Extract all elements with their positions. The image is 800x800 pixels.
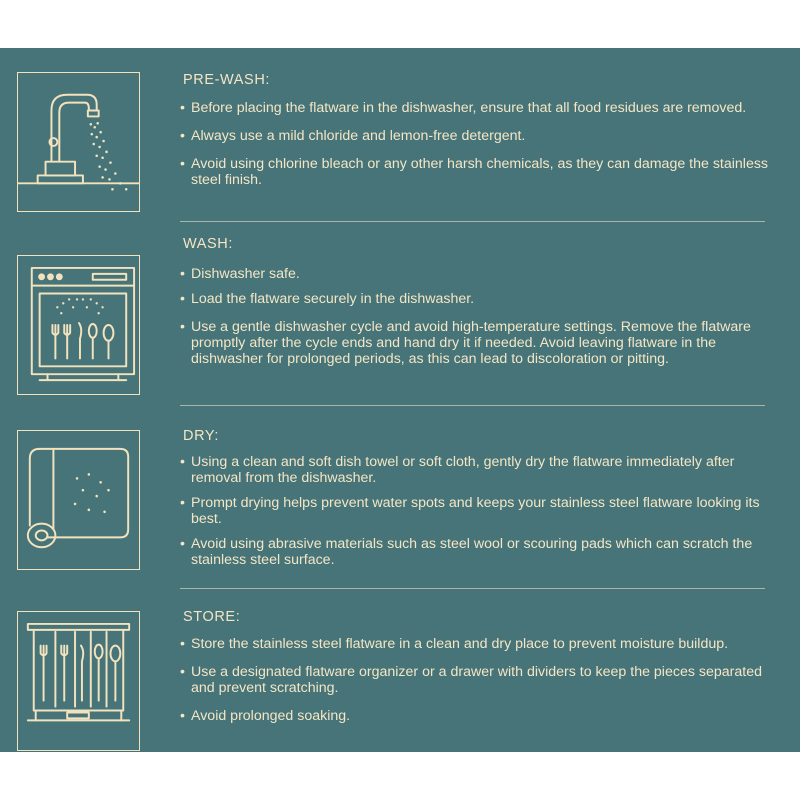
bullet-list: [180, 454, 775, 580]
faucet-icon: [17, 72, 140, 212]
drawer-organizer-icon: [17, 611, 140, 751]
towel-roll-icon: [17, 430, 140, 570]
section-title: DRY:: [183, 428, 219, 444]
section-title: STORE:: [183, 609, 241, 625]
list-item: • Dishwasher safe.: [180, 266, 775, 282]
list-item: • Always use a mild chloride and lemon-free detergent.: [180, 128, 775, 144]
bullet-list: [180, 636, 775, 736]
section-title: PRE-WASH:: [183, 72, 271, 88]
list-item: • Before placing the flatware in the dishwasher, ensure that all food residues are removed.: [180, 100, 775, 116]
list-item: • Store the stainless steel flatware in a clean and dry place to prevent moisture buildup.: [180, 636, 775, 652]
divider: [180, 221, 765, 222]
list-item: • Avoid prolonged soaking.: [180, 708, 775, 724]
care-instructions-panel: [0, 48, 800, 752]
list-item: • Load the flatware securely in the dishwasher.: [180, 291, 775, 307]
list-item: • Avoid using chlorine bleach or any other harsh chemicals, as they can damage the stainless steel finish.: [180, 156, 775, 188]
dishwasher-icon: [17, 255, 140, 395]
divider: [180, 405, 765, 406]
divider: [180, 588, 765, 589]
list-item: • Use a designated flatware organizer or a drawer with dividers to keep the pieces separated and prevent scratching.: [180, 664, 775, 696]
list-item: • Use a gentle dishwasher cycle and avoid high-temperature settings. Remove the flatware promptly after the cycle ends and hand dry it if needed. Avoid leaving flatware in the dishwasher for prolonged periods, as this can lead to discoloration or pitting.: [180, 319, 775, 367]
bullet-list: [180, 266, 775, 379]
bullet-list: [180, 100, 775, 200]
section-title: WASH:: [183, 236, 233, 252]
list-item: • Using a clean and soft dish towel or soft cloth, gently dry the flatware immediately after removal from the dishwasher.: [180, 454, 775, 486]
list-item: • Prompt drying helps prevent water spots and keeps your stainless steel flatware looking its best.: [180, 495, 775, 527]
list-item: • Avoid using abrasive materials such as steel wool or scouring pads which can scratch the stainless steel surface.: [180, 536, 775, 568]
